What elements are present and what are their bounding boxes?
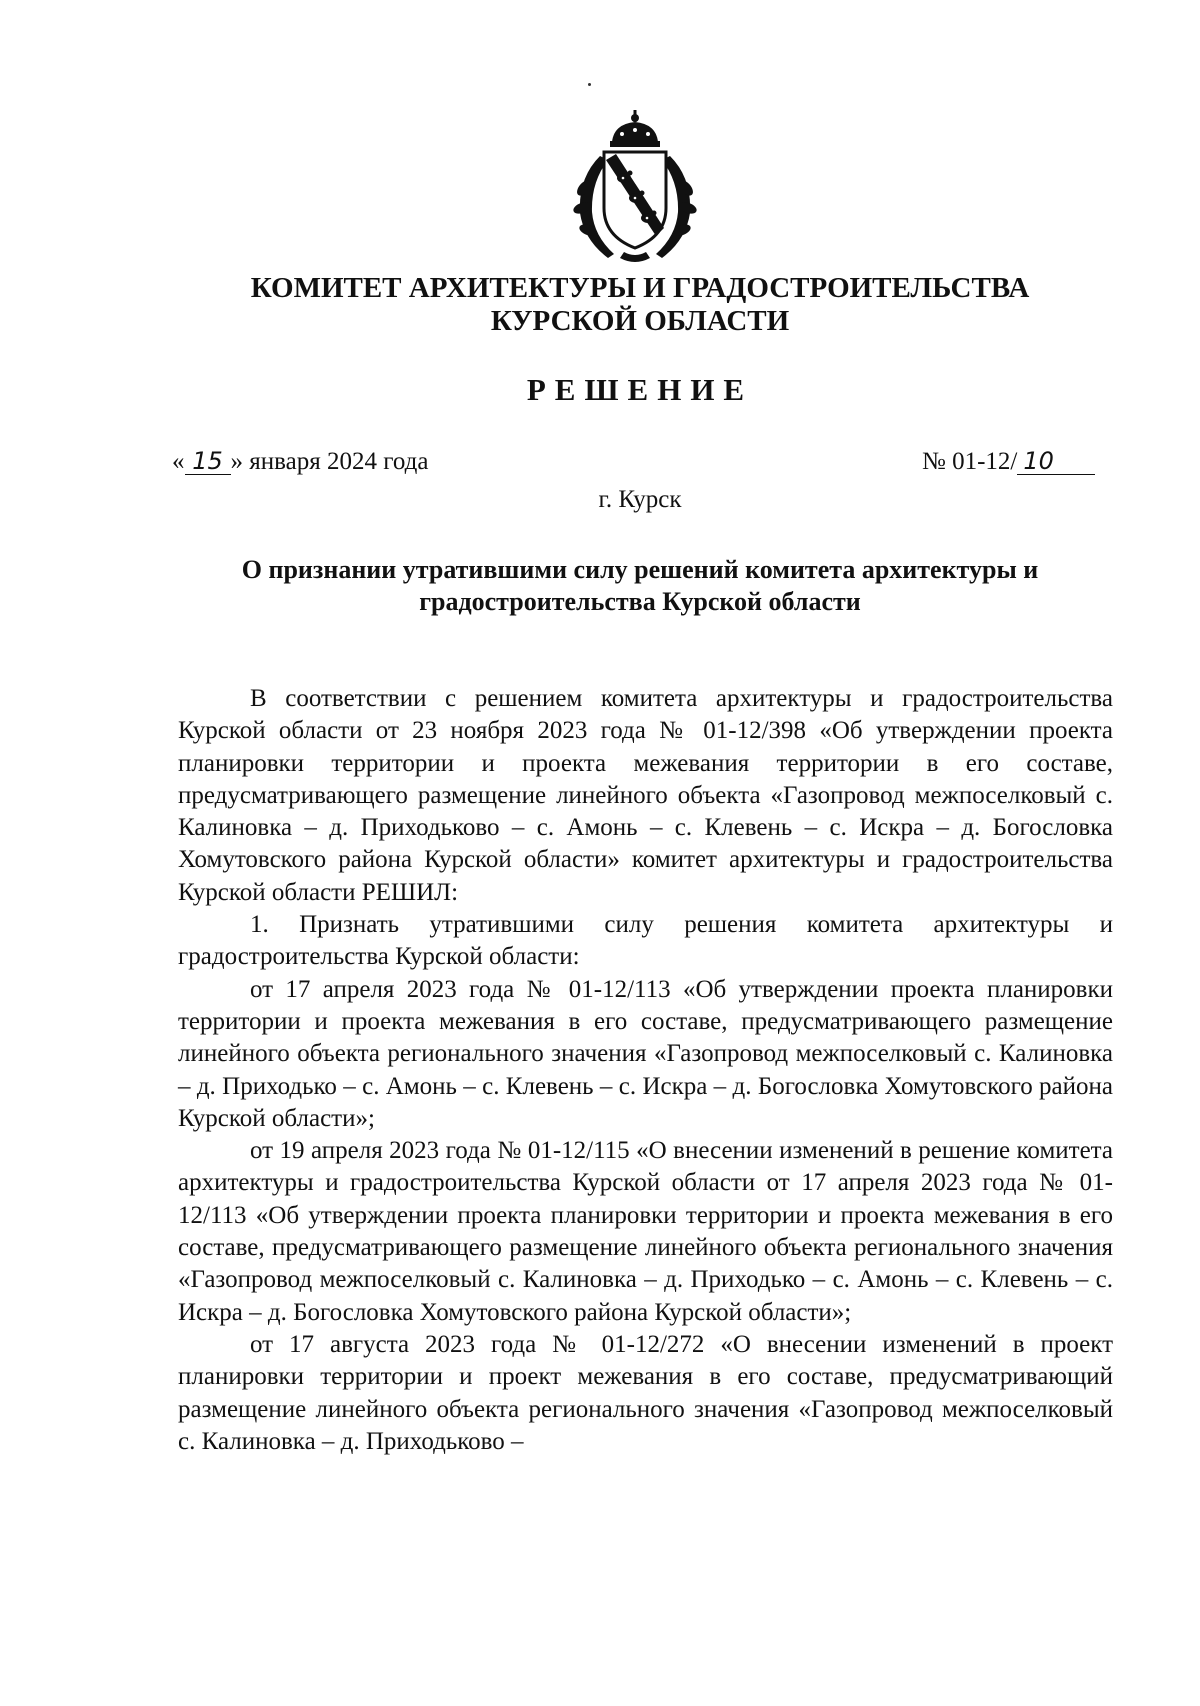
document-subject (0, 554, 1200, 618)
body-paragraph: от 17 апреля 2023 года № 01-12/113 «Об утверждении проекта планировки территории и проекта межевания в его составе, предусматривающего размещение линейного объекта регионального значения «Газопровод межпоселковый с. Калиновка – д. Приходько – с. Амонь – с. Клевень – с. Искра – д. Богословка Хомутовского района Курской области»; (178, 975, 1113, 1132)
scan-dot (588, 83, 591, 86)
organization-line-2: КУРСКОЙ ОБЛАСТИ (490, 305, 790, 337)
body-paragraph: от 19 апреля 2023 года № 01-12/115 «О внесении изменений в решение комитета архитектуры и градостроительства Курской области от 17 апреля 2023 года № 01-12/113 «Об утверждении проекта планировки территории и проекта межевания в его составе, предусматривающего размещение линейного объекта регионального значения «Газопровод межпоселковый с. Калиновка – д. Приходько – с. Амонь – с. Клевень – с. Искра – д. Богословка Хомутовского района Курской области»; (178, 1137, 1113, 1326)
document-number (922, 448, 1095, 476)
document-type-title: РЕШЕНИЕ (526, 372, 754, 407)
body-paragraph: от 17 августа 2023 года № 01-12/272 «О внесении изменений в проект планировки территории и проект межевания в его составе, предусматривающий размещение линейного объекта регионального значения «Газопровод межпоселковый с. Калиновка – д. Приходьково – (178, 1330, 1113, 1455)
body-paragraph: В соответствии с решением комитета архитектуры и градостроительства Курской области от 23 ноября 2023 года № 01-12/398 «Об утверждении проекта планировки территории и проекта межевания территории в его составе, предусматривающего размещение линейного объекта «Газопровод межпоселковый с. Калиновка – д. Приходьково – с. Амонь – с. Клевень – с. Искра – д. Богословка Хомутовского района Курской области» комитет архитектуры и градостроительства Курской области РЕШИЛ: (178, 685, 1113, 906)
kursk-region-coat-of-arms-icon (560, 108, 710, 266)
organization-heading (0, 272, 1200, 338)
document-date (172, 448, 428, 476)
body-paragraph: 1. Признать утратившими силу решения комитета архитектуры и градостроительства Курской области: (178, 911, 1113, 971)
subject-line-1: О признании утратившими силу решений комитета архитектуры и (241, 555, 1039, 584)
subject-line-2: градостроительства Курской области (419, 587, 861, 616)
document-body (178, 683, 1113, 1458)
number-prefix: № 01-12/ (922, 448, 1018, 475)
date-rest: » января 2024 года (230, 448, 429, 475)
document-city: г. Курск (598, 486, 682, 513)
date-open-quote: « (172, 448, 185, 475)
date-day-handwritten: 15 (185, 448, 231, 475)
number-handwritten: 10 (1017, 448, 1095, 475)
organization-line-1: КОМИТЕТ АРХИТЕКТУРЫ И ГРАДОСТРОИТЕЛЬСТВА (250, 272, 1030, 304)
